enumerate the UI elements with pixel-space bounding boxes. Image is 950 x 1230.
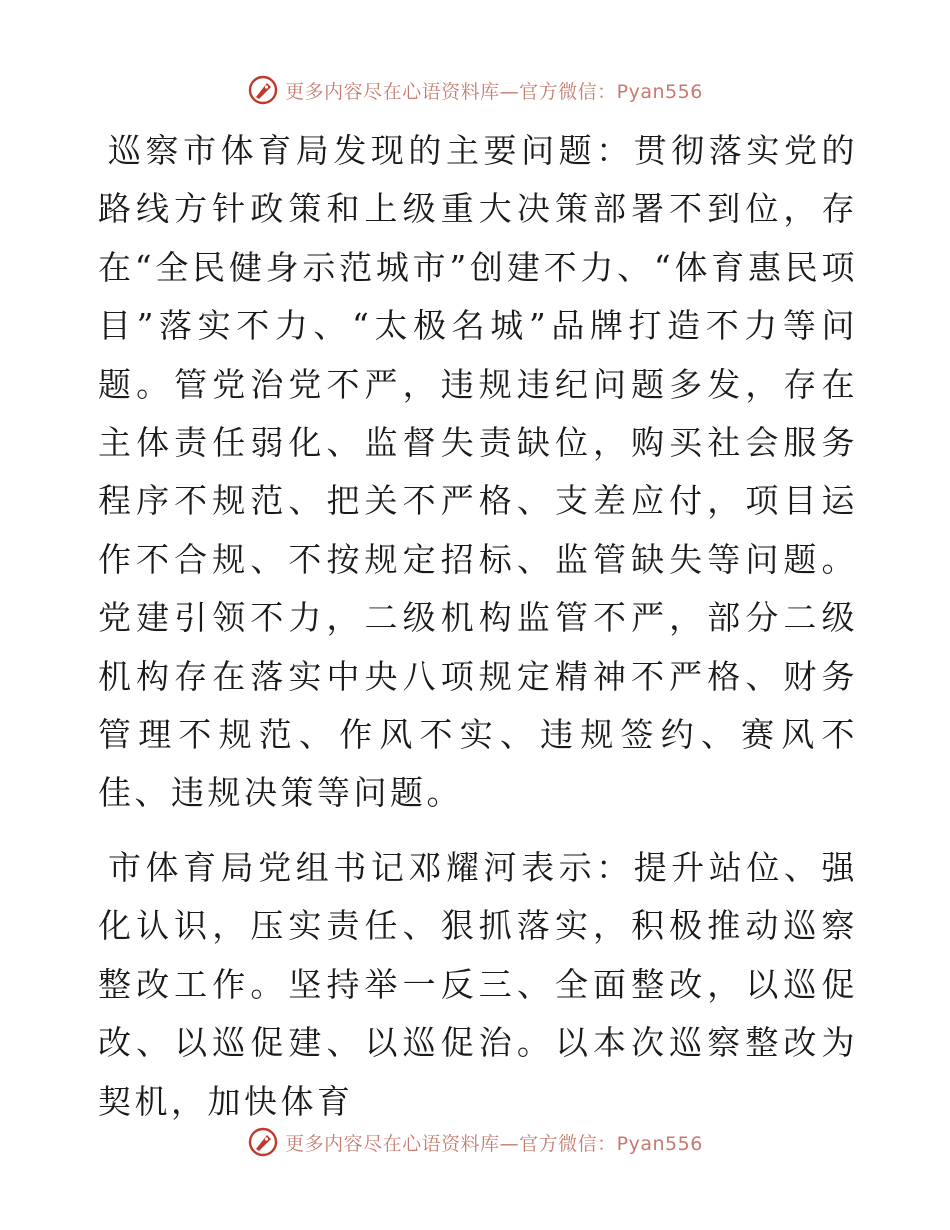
footer-watermark (0, 1126, 950, 1158)
paragraph-secretary-statement: 市体育局党组书记邓耀河表示：提升站位、强化认识，压实责任、狠抓落实，积极推动巡察整改工作。坚持举一反三、全面整改，以巡促改、以巡促建、以巡促治。以本次巡察整改为契机，加快体育 (98, 847, 858, 1121)
paragraph-inspection-findings: 巡察市体育局发现的主要问题：贯彻落实党的路线方针政策和上级重大决策部署不到位，存在“全民健身示范城市”创建不力、“体育惠民项目”落实不力、“太极名城”品牌打造不力等问题。管党治党不严，违规违纪问题多发，存在主体责任弱化、监督失责缺位，购买社会服务程序不规范、把关不严格、支差应付，项目运作不合规、不按规定招标、监管缺失等问题。党建引领不力，二级机构监管不严，部分二级机构存在落实中央八项规定精神不严格、财务管理不规范、作风不实、违规签约、赛风不佳、违规决策等问题。 (98, 131, 858, 813)
header-watermark (0, 74, 950, 106)
pen-nib-seal-icon (247, 1126, 279, 1158)
watermark-text: 更多内容尽在心语资料库—官方微信：Pyan556 (285, 80, 703, 103)
document-body (98, 122, 858, 1131)
watermark-text: 更多内容尽在心语资料库—官方微信：Pyan556 (285, 1132, 703, 1155)
pen-nib-seal-icon (247, 74, 279, 106)
